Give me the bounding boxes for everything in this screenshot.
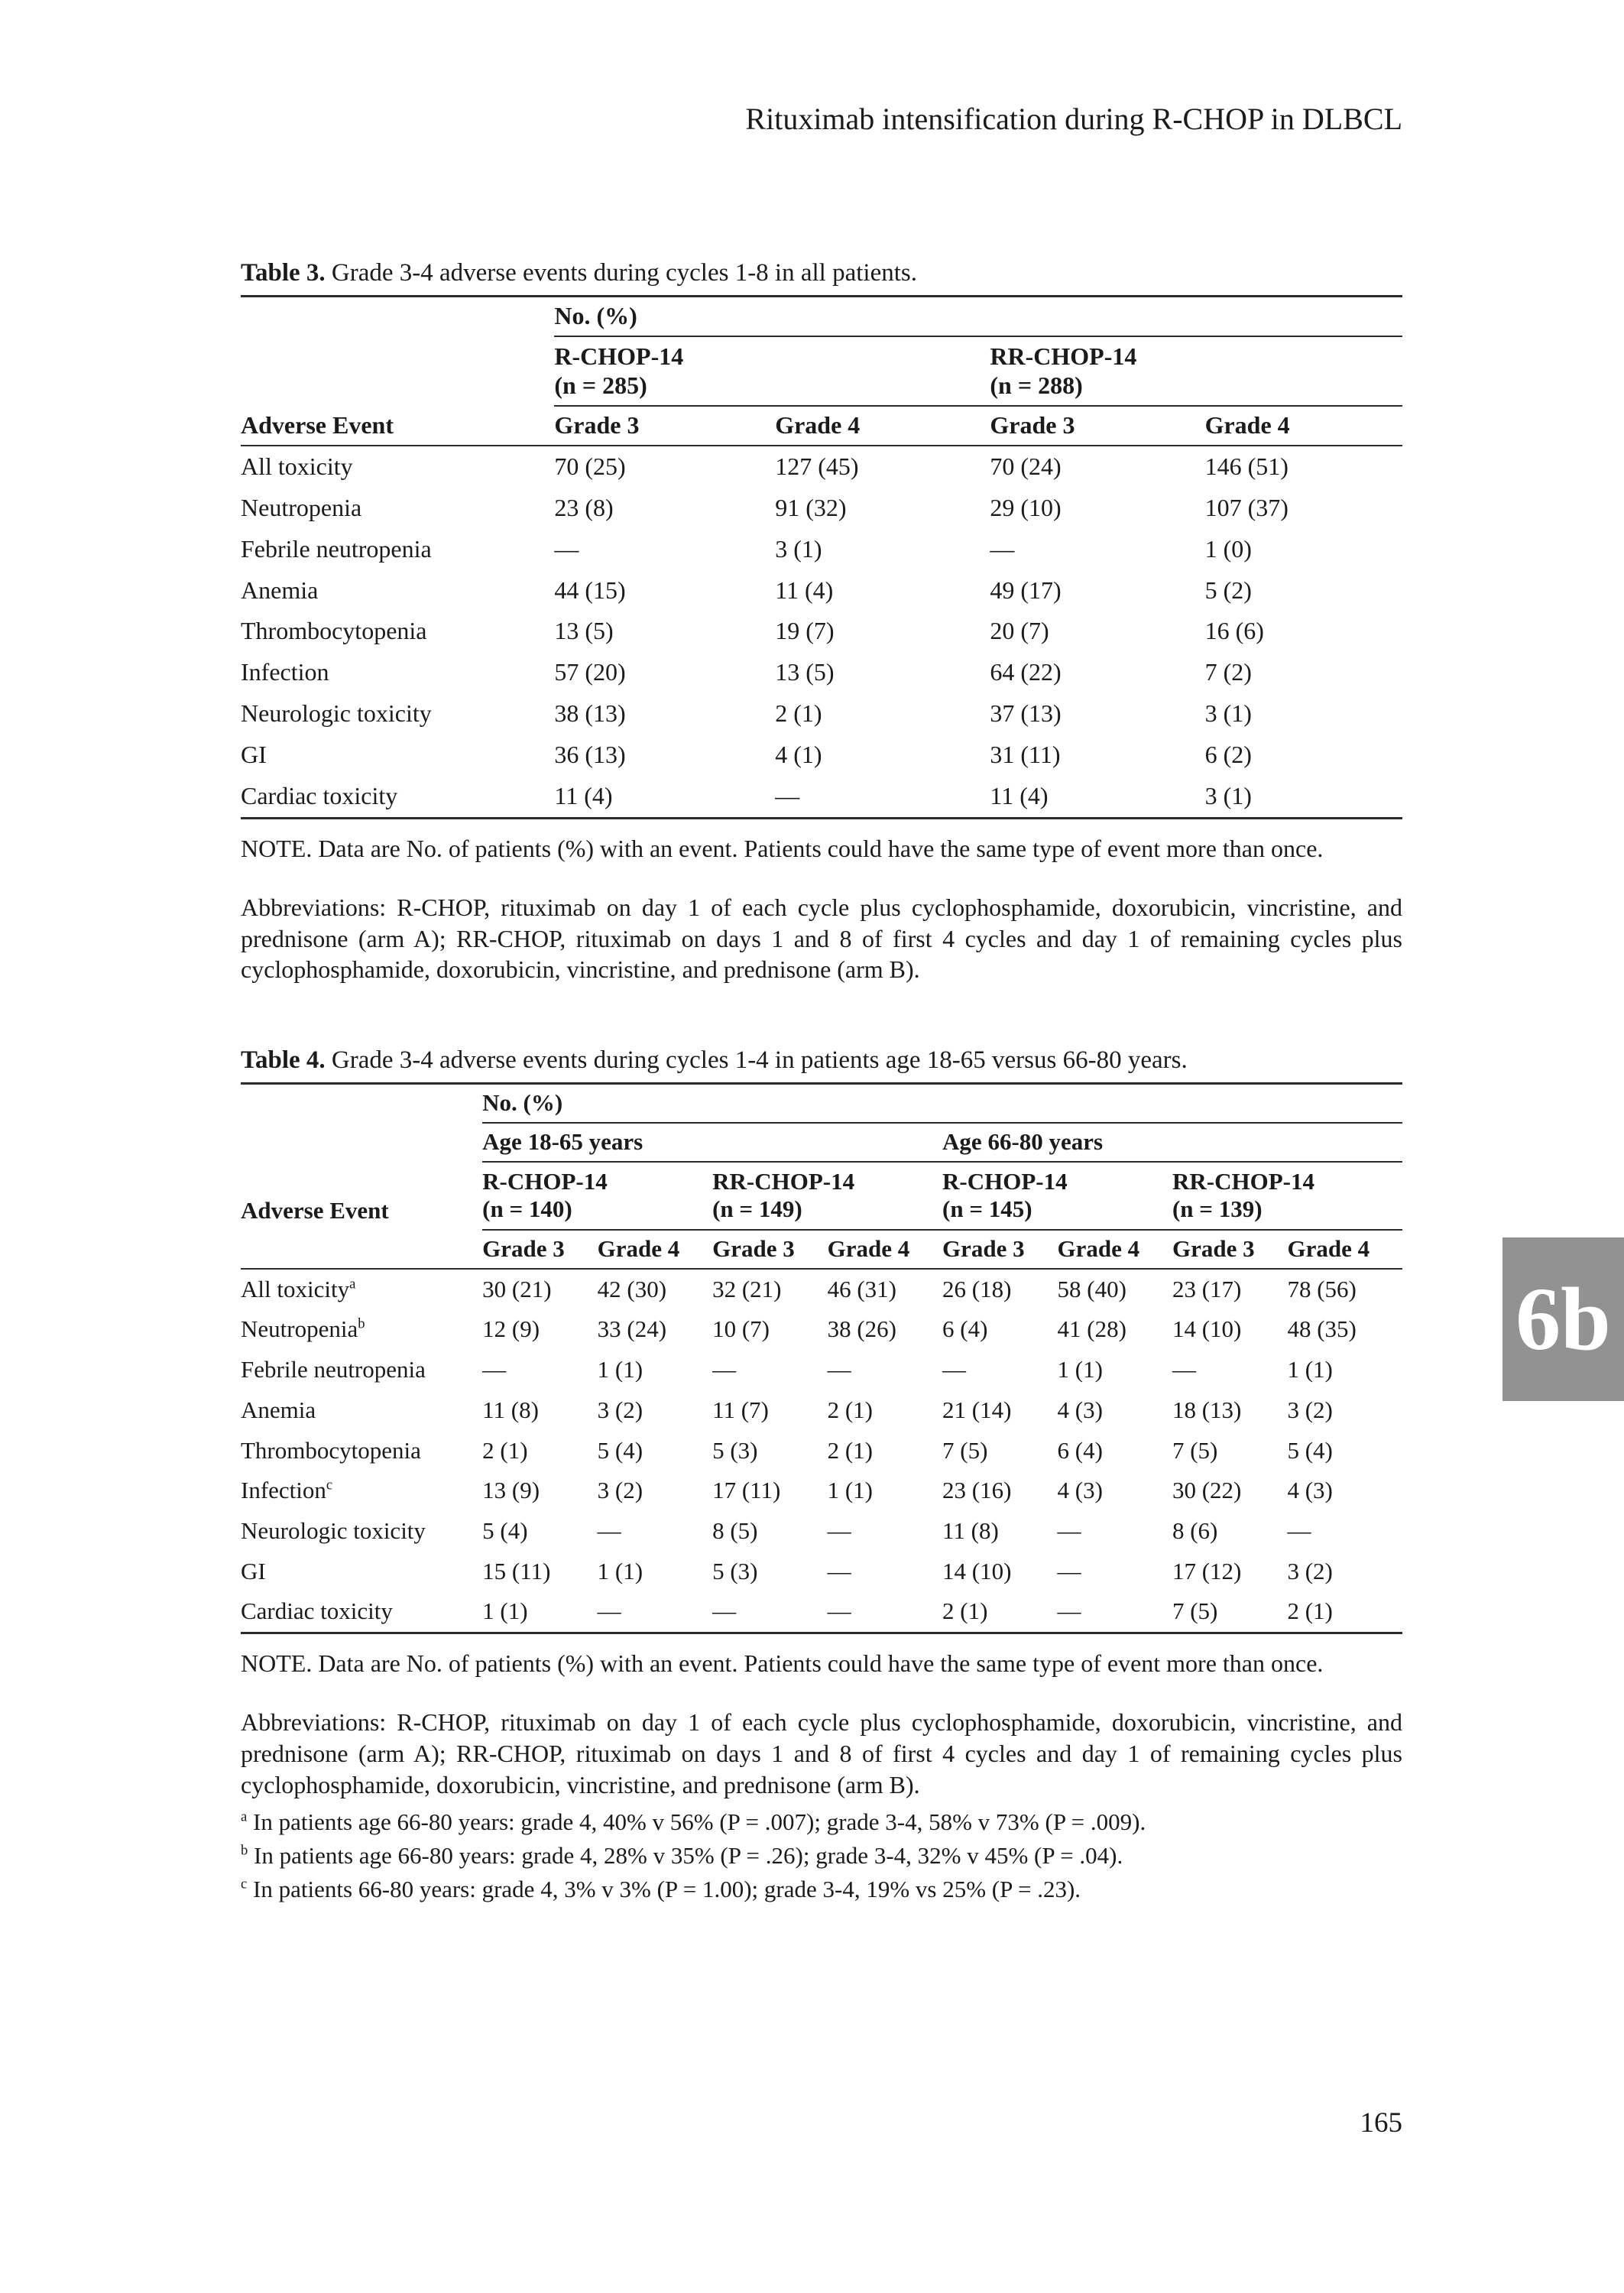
cell-value: — bbox=[1057, 1597, 1081, 1625]
cell-value: 26 (18) bbox=[942, 1275, 1012, 1302]
table4-caption bbox=[241, 1046, 1402, 1075]
row-label: Cardiac toxicity bbox=[241, 1597, 393, 1625]
cell-value: 23 (8) bbox=[554, 493, 614, 521]
table4-footnote-a bbox=[241, 1807, 1402, 1838]
table4-note: NOTE. Data are No. of patients (%) with an event. Patients could have the same type of event more than once. bbox=[241, 1649, 1324, 1678]
arm-name: RR-CHOP-14 bbox=[990, 342, 1137, 370]
cell-value: 17 (12) bbox=[1172, 1557, 1242, 1584]
table4-body bbox=[241, 1269, 1402, 1633]
col-header-grade3: Grade 3 bbox=[482, 1230, 597, 1269]
cell-value: 6 (2) bbox=[1204, 740, 1252, 768]
col-header-grade4: Grade 4 bbox=[775, 406, 990, 446]
spacer-cell bbox=[241, 297, 554, 336]
cell-value: — bbox=[482, 1356, 507, 1383]
table-row bbox=[241, 776, 1402, 818]
cell-value: 48 (35) bbox=[1287, 1315, 1357, 1343]
cell-value: 8 (6) bbox=[1172, 1517, 1218, 1545]
spacer-cell bbox=[241, 336, 554, 407]
cell-value: 3 (1) bbox=[1204, 781, 1252, 809]
col-header-grade3: Grade 3 bbox=[942, 1230, 1057, 1269]
table-row bbox=[241, 652, 1402, 693]
cell-value: 15 (11) bbox=[482, 1557, 551, 1584]
arm-name: R-CHOP-14 bbox=[554, 342, 684, 370]
table4-caption-label: Table 4. bbox=[241, 1046, 326, 1075]
row-label: Thrombocytopenia bbox=[241, 617, 427, 645]
cell-value: 19 (7) bbox=[775, 617, 835, 645]
row-label: Neutropenia bbox=[241, 493, 362, 521]
cell-value: 4 (3) bbox=[1057, 1477, 1103, 1504]
cell-value: 23 (16) bbox=[942, 1477, 1012, 1504]
table-row bbox=[241, 1471, 1402, 1511]
cell-value: 13 (5) bbox=[775, 658, 835, 686]
cell-value: 42 (30) bbox=[597, 1275, 667, 1302]
table-row bbox=[241, 611, 1402, 652]
row-label: Neurologic toxicity bbox=[241, 699, 432, 728]
cell-value: 10 (7) bbox=[712, 1315, 770, 1343]
cell-value: 1 (1) bbox=[597, 1557, 643, 1584]
table-row bbox=[241, 693, 1402, 735]
cell-value: — bbox=[775, 781, 800, 809]
row-label: Febrile neutropenia bbox=[241, 1356, 426, 1383]
page-number: 165 bbox=[1360, 2107, 1402, 2139]
table4-age-row bbox=[241, 1123, 1402, 1162]
arm-name: R-CHOP-14 bbox=[942, 1167, 1068, 1195]
cell-value: 5 (3) bbox=[712, 1557, 758, 1584]
cell-value: 21 (14) bbox=[942, 1396, 1012, 1423]
arm-n: (n = 149) bbox=[712, 1195, 802, 1223]
cell-value: 58 (40) bbox=[1057, 1275, 1126, 1302]
cell-value: 2 (1) bbox=[827, 1436, 873, 1464]
row-label: Infection$^c$ bbox=[241, 1477, 333, 1504]
row-label: Anemia bbox=[241, 1396, 316, 1423]
cell-value: 91 (32) bbox=[775, 493, 847, 521]
arm-header-rrchop-young bbox=[712, 1162, 942, 1230]
cell-value: 20 (7) bbox=[990, 617, 1049, 645]
table-row bbox=[241, 488, 1402, 529]
arm-n: (n = 145) bbox=[942, 1195, 1032, 1223]
cell-value: 2 (1) bbox=[827, 1396, 873, 1423]
cell-value: 31 (11) bbox=[990, 740, 1061, 768]
table4-no-pct-row bbox=[241, 1084, 1402, 1123]
table4-caption-text: Grade 3-4 adverse events during cycles 1-4 in patients age 18-65 versus 66-80 years. bbox=[331, 1046, 1188, 1075]
cell-value: 29 (10) bbox=[990, 493, 1062, 521]
age-group-header-18-65: Age 18-65 years bbox=[482, 1123, 942, 1162]
table4-footnote-c bbox=[241, 1874, 1402, 1905]
cell-value: 5 (4) bbox=[597, 1436, 643, 1464]
arm-header-rchop-young bbox=[482, 1162, 712, 1230]
cell-value: 3 (1) bbox=[775, 534, 822, 563]
cell-value: 6 (4) bbox=[942, 1315, 988, 1343]
cell-value: — bbox=[1057, 1517, 1081, 1545]
table3-no-pct-row bbox=[241, 297, 1402, 336]
spacer-cell bbox=[241, 1123, 482, 1162]
cell-value: 78 (56) bbox=[1287, 1275, 1357, 1302]
cell-value: 5 (2) bbox=[1204, 576, 1252, 604]
cell-value: 7 (5) bbox=[1172, 1597, 1218, 1625]
col-header-grade4: Grade 4 bbox=[1205, 406, 1402, 446]
table-row bbox=[241, 529, 1402, 570]
footnote-text: In patients 66-80 years: grade 4, 3% v 3% (P = 1.00); grade 3-4, 19% vs 25% (P = .23). bbox=[253, 1875, 1081, 1902]
row-label: GI bbox=[241, 1557, 266, 1584]
cell-value: 107 (37) bbox=[1204, 493, 1289, 521]
cell-value: 23 (17) bbox=[1172, 1275, 1242, 1302]
cell-value: — bbox=[827, 1517, 851, 1545]
footnote-text: In patients age 66-80 years: grade 4, 28% v 35% (P = .26); grade 3-4, 32% v 45% (P = .04). bbox=[254, 1841, 1123, 1869]
chapter-tab: 6b bbox=[1502, 1237, 1624, 1401]
cell-value: 11 (7) bbox=[712, 1396, 769, 1423]
arm-header-rrchop bbox=[990, 336, 1402, 407]
table4-footnote-b bbox=[241, 1841, 1402, 1872]
cell-value: — bbox=[554, 534, 579, 563]
cell-value: — bbox=[827, 1356, 851, 1383]
col-header-adverse-event: Adverse Event bbox=[241, 406, 554, 446]
arm-header-rrchop-old bbox=[1172, 1162, 1402, 1230]
cell-value: 11 (4) bbox=[775, 576, 834, 604]
cell-value: 6 (4) bbox=[1057, 1436, 1103, 1464]
cell-value: — bbox=[827, 1597, 851, 1625]
table3-caption-label: Table 3. bbox=[241, 259, 326, 287]
table-row bbox=[241, 735, 1402, 776]
table3-note: NOTE. Data are No. of patients (%) with an event. Patients could have the same type of event more than once. bbox=[241, 834, 1324, 862]
footnote-marker: a bbox=[241, 1808, 248, 1825]
cell-value: — bbox=[712, 1597, 737, 1625]
cell-value: 11 (8) bbox=[942, 1517, 999, 1545]
cell-value: 36 (13) bbox=[554, 740, 626, 768]
cell-value: 44 (15) bbox=[554, 576, 626, 604]
cell-value: 64 (22) bbox=[990, 658, 1062, 686]
cell-value: 12 (9) bbox=[482, 1315, 540, 1343]
cell-value: 2 (1) bbox=[482, 1436, 528, 1464]
no-pct-header: No. (%) bbox=[554, 297, 1402, 336]
arm-header-rchop-old bbox=[942, 1162, 1172, 1230]
col-header-grade4: Grade 4 bbox=[828, 1230, 942, 1269]
section-gap bbox=[241, 985, 1402, 1046]
table3-grade-row bbox=[241, 406, 1402, 446]
cell-value: 46 (31) bbox=[827, 1275, 896, 1302]
cell-value: 4 (3) bbox=[1057, 1396, 1103, 1423]
table3-body bbox=[241, 446, 1402, 818]
row-label: Infection bbox=[241, 658, 329, 686]
cell-value: 1 (1) bbox=[482, 1597, 528, 1625]
cell-value: — bbox=[597, 1597, 621, 1625]
cell-value: 7 (2) bbox=[1204, 658, 1252, 686]
cell-value: 13 (9) bbox=[482, 1477, 540, 1504]
col-header-grade4: Grade 4 bbox=[1058, 1230, 1172, 1269]
cell-value: 2 (1) bbox=[942, 1597, 988, 1625]
spacer-cell bbox=[241, 1230, 482, 1269]
footnote-text: In patients age 66-80 years: grade 4, 40% v 56% (P = .007); grade 3-4, 58% v 73% (P = .009). bbox=[253, 1808, 1146, 1836]
cell-value: 7 (5) bbox=[1172, 1436, 1218, 1464]
cell-value: 30 (21) bbox=[482, 1275, 552, 1302]
table-row bbox=[241, 1269, 1402, 1310]
table-row bbox=[241, 1431, 1402, 1471]
cell-value: 1 (1) bbox=[1057, 1356, 1103, 1383]
cell-value: 11 (4) bbox=[990, 781, 1049, 809]
cell-value: 49 (17) bbox=[990, 576, 1062, 604]
table-row bbox=[241, 1350, 1402, 1390]
cell-value: 70 (25) bbox=[554, 452, 626, 481]
table4-arm-row bbox=[241, 1162, 1402, 1230]
arm-n: (n = 140) bbox=[482, 1195, 572, 1223]
table4-abbreviations: Abbreviations: R-CHOP, rituximab on day 1 of each cycle plus cyclophosphamide, doxorubicin, vincristine, and prednisone (arm A); RR-CHOP, rituximab on days 1 and 8 of first 4 cycles and day 1 of remaining cycles plus cyclophosphamide, doxorubicin, vincristine, and prednisone (arm B). bbox=[241, 1708, 1402, 1799]
cell-value: 1 (0) bbox=[1204, 534, 1252, 563]
spacer-cell bbox=[241, 1084, 482, 1123]
col-header-adverse-event: Adverse Event bbox=[241, 1197, 389, 1224]
col-header-grade4: Grade 4 bbox=[1287, 1230, 1402, 1269]
cell-value: 127 (45) bbox=[775, 452, 859, 481]
cell-value: 8 (5) bbox=[712, 1517, 758, 1545]
row-label: GI bbox=[241, 740, 267, 768]
arm-name: RR-CHOP-14 bbox=[1172, 1167, 1314, 1195]
row-label: All toxicity$^a$ bbox=[241, 1275, 356, 1302]
cell-value: 32 (21) bbox=[712, 1275, 782, 1302]
cell-value: — bbox=[827, 1557, 851, 1584]
cell-value: 1 (1) bbox=[1287, 1356, 1333, 1383]
row-label: Cardiac toxicity bbox=[241, 781, 398, 809]
table4 bbox=[241, 1082, 1402, 1634]
table3-abbreviations: Abbreviations: R-CHOP, rituximab on day 1 of each cycle plus cyclophosphamide, doxorubicin, vincristine, and prednisone (arm A); RR-CHOP, rituximab on days 1 and 8 of first 4 cycles and day 1 of remaining cycles plus cyclophosphamide, doxorubicin, vincristine, and prednisone (arm B). bbox=[241, 893, 1402, 984]
row-label: Anemia bbox=[241, 576, 319, 604]
cell-value: 2 (1) bbox=[1287, 1597, 1333, 1625]
footnote-marker: c bbox=[241, 1876, 248, 1892]
footnote-marker: b bbox=[241, 1842, 248, 1859]
cell-value: 38 (26) bbox=[827, 1315, 896, 1343]
cell-value: 70 (24) bbox=[990, 452, 1062, 481]
cell-value: 14 (10) bbox=[942, 1557, 1012, 1584]
no-pct-header: No. (%) bbox=[482, 1084, 1402, 1123]
cell-value: — bbox=[990, 534, 1015, 563]
cell-value: 3 (2) bbox=[597, 1477, 643, 1504]
table3-caption-text: Grade 3-4 adverse events during cycles 1-8 in all patients. bbox=[331, 259, 917, 287]
col-header-grade3: Grade 3 bbox=[712, 1230, 827, 1269]
arm-n: (n = 288) bbox=[990, 371, 1083, 399]
table-row bbox=[241, 1390, 1402, 1431]
arm-name: R-CHOP-14 bbox=[482, 1167, 608, 1195]
cell-value: 57 (20) bbox=[554, 658, 626, 686]
cell-value: 16 (6) bbox=[1204, 617, 1264, 645]
table-row bbox=[241, 1591, 1402, 1633]
cell-value: 14 (10) bbox=[1172, 1315, 1242, 1343]
table-row bbox=[241, 1552, 1402, 1592]
arm-n: (n = 139) bbox=[1172, 1195, 1263, 1223]
cell-value: 3 (2) bbox=[1287, 1396, 1333, 1423]
cell-value: 5 (4) bbox=[482, 1517, 528, 1545]
cell-value: 38 (13) bbox=[554, 699, 626, 728]
cell-value: — bbox=[942, 1356, 967, 1383]
cell-value: 1 (1) bbox=[827, 1477, 873, 1504]
cell-value: 7 (5) bbox=[942, 1436, 988, 1464]
cell-value: 18 (13) bbox=[1172, 1396, 1242, 1423]
cell-value: 4 (1) bbox=[775, 740, 822, 768]
cell-value: — bbox=[1172, 1356, 1196, 1383]
running-head: Rituximab intensification during R-CHOP in DLBCL bbox=[745, 102, 1402, 136]
cell-value: 5 (3) bbox=[712, 1436, 758, 1464]
row-label: Neutropenia$^b$ bbox=[241, 1315, 365, 1343]
row-label: All toxicity bbox=[241, 452, 353, 481]
cell-value: 146 (51) bbox=[1204, 452, 1289, 481]
cell-value: 41 (28) bbox=[1057, 1315, 1126, 1343]
cell-value: — bbox=[1287, 1517, 1311, 1545]
table3-caption bbox=[241, 259, 1402, 287]
arm-name: RR-CHOP-14 bbox=[712, 1167, 855, 1195]
table-row bbox=[241, 446, 1402, 488]
table4-grade-row bbox=[241, 1230, 1402, 1269]
row-label: Neurologic toxicity bbox=[241, 1517, 426, 1545]
cell-value: — bbox=[597, 1517, 621, 1545]
col-header-grade4: Grade 4 bbox=[598, 1230, 712, 1269]
table-row bbox=[241, 1511, 1402, 1552]
cell-value: 3 (2) bbox=[597, 1396, 643, 1423]
row-label: Thrombocytopenia bbox=[241, 1436, 421, 1464]
cell-value: 11 (4) bbox=[554, 781, 613, 809]
cell-value: 11 (8) bbox=[482, 1396, 539, 1423]
cell-value: 17 (11) bbox=[712, 1477, 781, 1504]
cell-value: 4 (3) bbox=[1287, 1477, 1333, 1504]
cell-value: 30 (22) bbox=[1172, 1477, 1242, 1504]
table-row bbox=[241, 570, 1402, 611]
age-group-header-66-80: Age 66-80 years bbox=[942, 1123, 1402, 1162]
arm-n: (n = 285) bbox=[554, 371, 647, 399]
cell-value: 37 (13) bbox=[990, 699, 1062, 728]
arm-header-rchop bbox=[554, 336, 990, 407]
col-header-grade3: Grade 3 bbox=[554, 406, 775, 446]
col-header-grade3: Grade 3 bbox=[1172, 1230, 1287, 1269]
table-row bbox=[241, 1309, 1402, 1350]
cell-value: — bbox=[712, 1356, 737, 1383]
table3 bbox=[241, 295, 1402, 819]
col-header-grade3: Grade 3 bbox=[990, 406, 1204, 446]
cell-value: 5 (4) bbox=[1287, 1436, 1333, 1464]
cell-value: 3 (1) bbox=[1204, 699, 1252, 728]
cell-value: 13 (5) bbox=[554, 617, 614, 645]
cell-value: 3 (2) bbox=[1287, 1557, 1333, 1584]
table3-arm-row bbox=[241, 336, 1402, 407]
cell-value: 33 (24) bbox=[597, 1315, 667, 1343]
cell-value: 2 (1) bbox=[775, 699, 822, 728]
cell-value: — bbox=[1057, 1557, 1081, 1584]
row-label: Febrile neutropenia bbox=[241, 534, 432, 563]
cell-value: 1 (1) bbox=[597, 1356, 643, 1383]
